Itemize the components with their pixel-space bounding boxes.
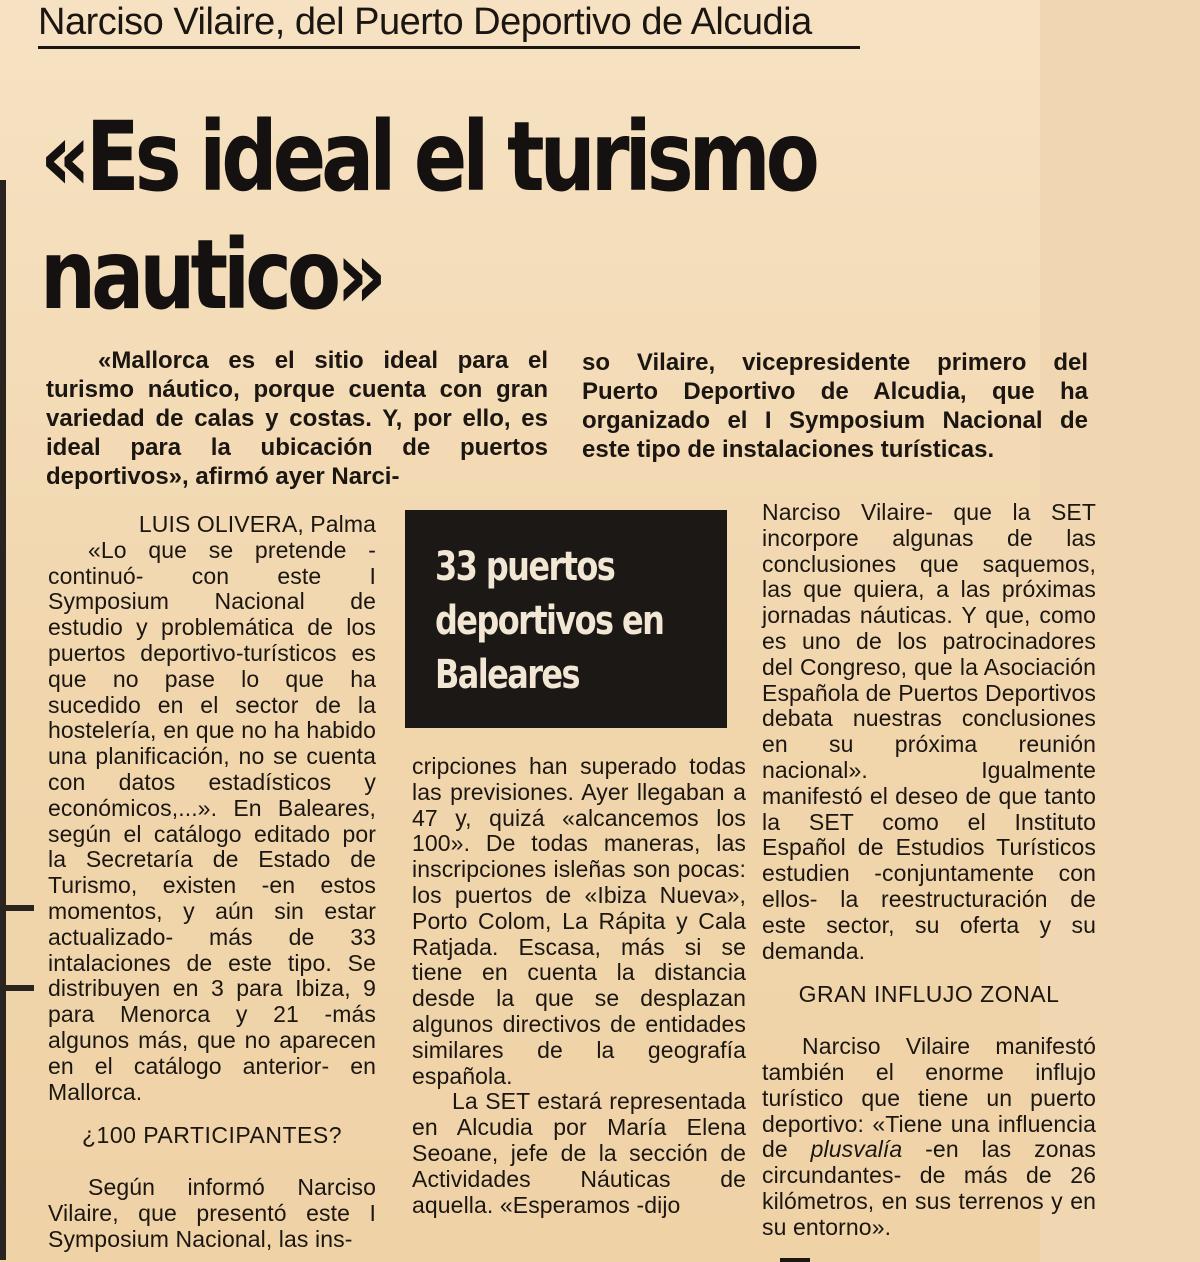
text-run: Narciso Vilaire manifestó también el enorme influjo turístico que tiene un puerto deportivo: «Tiene una influencia de (762, 1033, 1096, 1163)
body-column-1 (48, 512, 376, 1253)
inset-box-title (435, 540, 675, 702)
lead-paragraph-part-1: «Mallorca es el sitio ideal para el turismo náutico, porque cuenta con gran variedad de calas y costas. Y, por ello, es ideal para la ubicación de puertos deportivos», afirmó ayer Narci- (46, 347, 548, 490)
subhead-participantes: ¿100 PARTICIPANTES? (81, 1122, 343, 1149)
inset-line-2: deportivos en (435, 598, 664, 644)
body-paragraph: Según informó Narciso Vilaire, que presentó este I Symposium Nacional, las ins- (48, 1174, 376, 1252)
body-paragraph (762, 1034, 1096, 1240)
body-column-2 (412, 754, 746, 1218)
body-paragraph: Narciso Vilaire- que la SET incorpore algunas de las conclusiones que saquemos, las que quiera, a las próximas jornadas náuticas. Y que, como es uno de los patrocinadores del Congreso, que la Asociación Española de Puertos Deportivos debata nuestras conclusiones en su próxima reunión nacional». Igualmente manifestó el deseo de que tanto la SET como el Instituto Español de Estudios Turísticos estudien -conjuntamente con ellos- la reestructuración de este sector, su oferta y su demanda. (762, 499, 1096, 964)
body-paragraph: La SET estará representada en Alcudia por María Elena Seoane, jefe de la sección de Actividades Náuticas de aquella. «Esperamos -dijo (412, 1088, 746, 1218)
inset-line-1: 33 puertos (435, 544, 615, 590)
edge-mark (0, 985, 34, 991)
byline: LUIS OLIVERA, Palma (138, 511, 376, 537)
inset-box (405, 510, 727, 728)
subhead-influjo: GRAN INFLUJO ZONAL (798, 981, 1060, 1008)
rule-fragment (780, 1258, 810, 1262)
headline-line-1: «Es ideal el turismo (40, 101, 815, 213)
edge-mark (0, 905, 34, 911)
article-headline (40, 98, 815, 334)
body-paragraph: «Lo que se pretende -continuó- con este I Symposium Nacional de estudio y problemática de los puertos deportivo-turísticos es que no pase lo que ha sucedido en el sector de la hostelería, en que no ha habido una planificación, no se cuenta con datos estadísticos y económicos,...». En Baleares, según el catálogo editado por la Secretaría de Estado de Turismo, existen -en estos momentos, y aún sin estar actualizado- más de 33 intalaciones de este tipo. Se distribuyen en 3 para Ibiza, 9 para Menorca y 21 -más algunos más, que no aparecen en el catálogo anterior- en Mallorca. (48, 536, 376, 1105)
italic-word: plusvalía (810, 1136, 903, 1163)
body-paragraph: cripciones han superado todas las previsiones. Ayer llegaban a 47 y, quizá «alcancemos los 100». De todas maneras, las inscripciones isleñas son pocas: los puertos de «Ibiza Nueva», Porto Colom, La Rápita y Cala Ratjada. Escasa, más si se tiene en cuenta la distancia desde la que se desplazan algunos directivos de entidades similares de la geografía española. (412, 753, 746, 1089)
text-run: -en las zonas circundantes- de más de 26 kilómetros, en sus terrenos y en su entorno». (762, 1136, 1096, 1240)
body-column-3 (762, 500, 1096, 1241)
article-kicker: Narciso Vilaire, del Puerto Deportivo de Alcudia (38, 0, 860, 49)
lead-paragraph-part-2: so Vilaire, vicepresidente primero del Puerto Deportivo de Alcudia, que ha organizado el I Symposium Nacional de este tipo de instalaciones turísticas. (582, 349, 1088, 463)
left-page-edge (0, 180, 6, 1260)
headline-line-2: nautico» (40, 219, 383, 331)
inset-line-3: Baleares (435, 652, 579, 698)
